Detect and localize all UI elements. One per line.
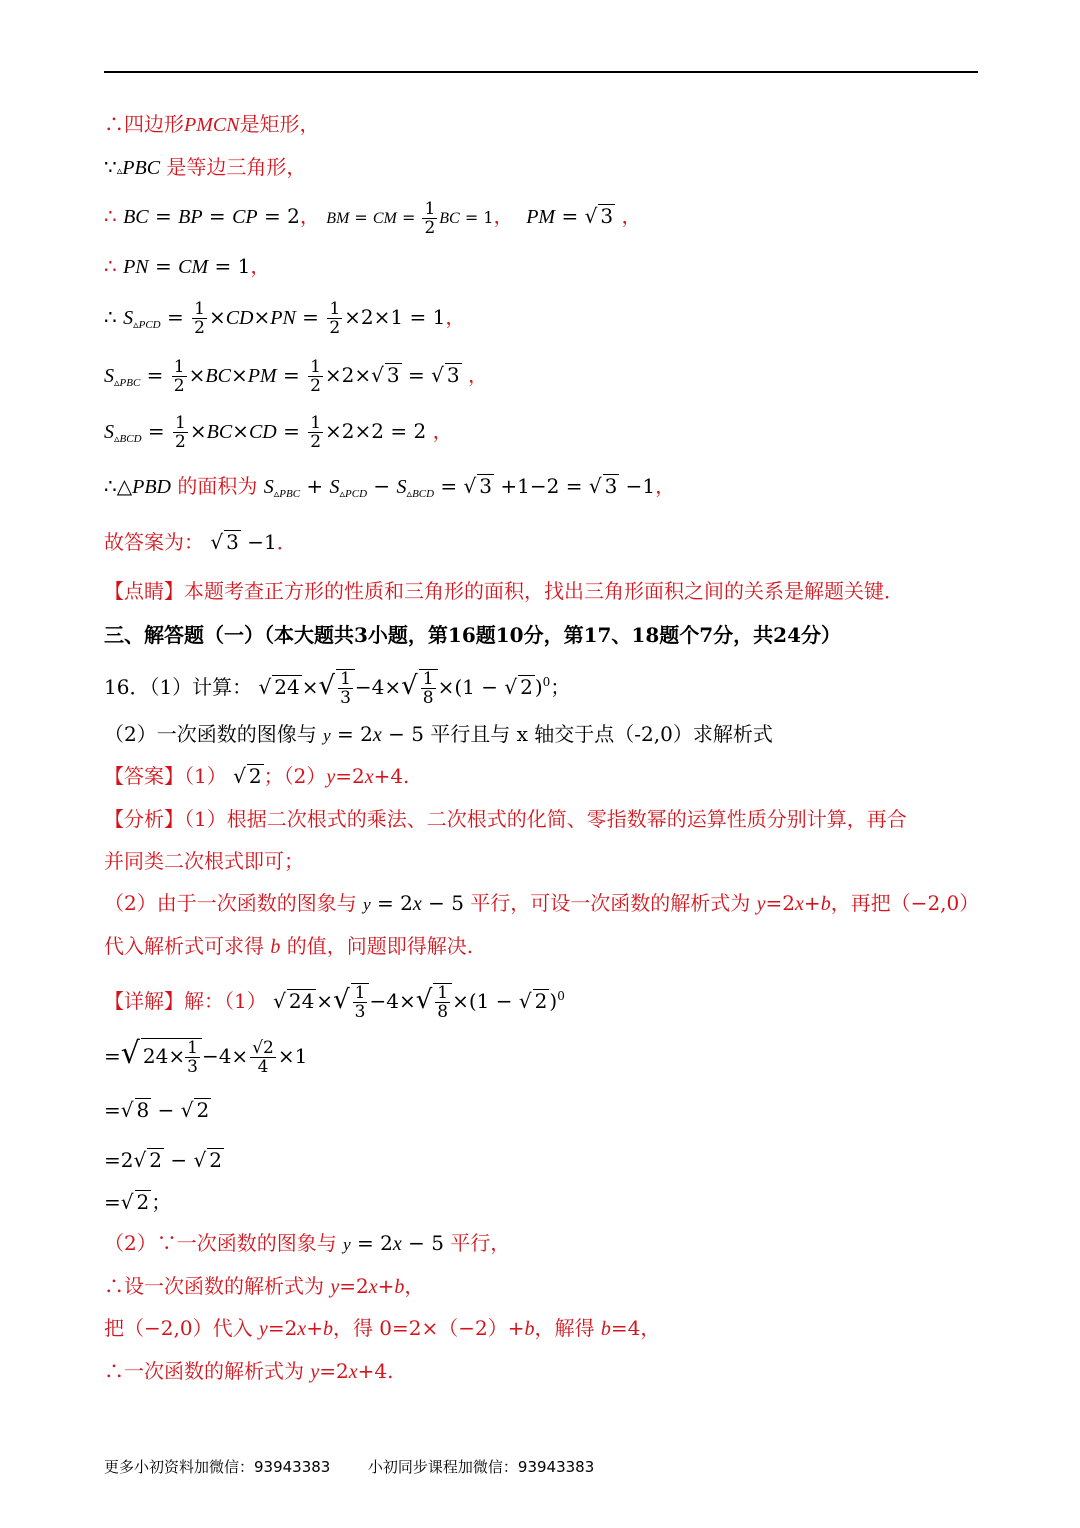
answer-line: 【答案】（1） √ 2 ；（2）y=2x+4. bbox=[104, 764, 410, 788]
header-rule bbox=[104, 71, 978, 73]
detail-line7: ∴设一次函数的解析式为 y=2x+b， bbox=[104, 1274, 425, 1298]
footer-right: 小初同步课程加微信：93943383 bbox=[367, 1458, 595, 1476]
detail-line3: =√ 8 − √ 2 bbox=[104, 1098, 210, 1122]
analysis-line1: 【分析】（1）根据二次根式的乘法、二次根式的化简、零指数幂的运算性质分别计算，再合 bbox=[104, 807, 907, 831]
dianjing-note: 【点睛】本题考查正方形的性质和三角形的面积，找出三角形面积之间的关系是解题关键． bbox=[104, 579, 904, 603]
line-bc-bp: ∴ BC = BP = CP = 2， BM = CM = $\frac{1}{2}$ BC = 1， PM = √ 3 ， bbox=[104, 199, 642, 238]
detail-line1: 【详解】解：（1） √ 24 ×√ $\frac{1}{3}$ −4×√ $\frac{1}{8}$ ×(1 − √ 2 )$^0$ bbox=[104, 983, 565, 1022]
detail-line6: （2）∵一次函数的图象与 y = 2x − 5 平行， bbox=[104, 1231, 511, 1255]
detail-line9: ∴一次函数的解析式为 y=2x+4. bbox=[104, 1359, 394, 1383]
line-pbd-area: ∴△PBD 的面积为 $S_{▵PBC} + S_{▵PCD} - S_{▵BCD}$ = √ 3 +1−2 = √ 3 −1， bbox=[104, 474, 676, 500]
line-rectangle: ∴四边形PMCN是矩形， bbox=[104, 112, 320, 136]
line-s-bcd: $S_{▵BCD}$ = $\frac{1}{2}$ ×BC×CD = $\frac{1}{2}$ ×2×2 = 2 ， bbox=[104, 413, 453, 452]
section-heading: 三、解答题（一）（本大题共3小题，第16题10分，第17、18题个7分，共24分） bbox=[104, 623, 841, 647]
detail-line5: =√ 2 ； bbox=[104, 1190, 172, 1214]
detail-line8: 把（−2,0）代入 y=2x+b，得 0=2×（−2）+b，解得 b=4， bbox=[104, 1316, 661, 1340]
analysis-line3: （2）由于一次函数的图象与 y = 2x − 5 平行，可设一次函数的解析式为 y=2x+b，再把（−2,0） bbox=[104, 891, 980, 915]
footer-left: 更多小初资料加微信：93943383 bbox=[104, 1458, 331, 1476]
line-pn: ∴ PN = CM = 1， bbox=[104, 254, 271, 278]
detail-line2: =√ 24× $\frac{1}{3}$ −4× $\frac{√2}{4}$ ×1 bbox=[104, 1036, 308, 1077]
line-s-pcd: ∴ $S_{▵PCD}$ = $\frac{1}{2}$ ×CD×PN = $\frac{1}{2}$ ×2×1 = 1， bbox=[104, 299, 466, 338]
line-equilateral: ∵▵PBC 是等边三角形， bbox=[104, 155, 307, 179]
analysis-line2: 并同类二次根式即可； bbox=[104, 849, 304, 873]
detail-line4: =2√ 2 − √ 2 bbox=[104, 1148, 222, 1172]
question-16-part2: （2）一次函数的图像与 y = 2x − 5 平行且与 x 轴交于点（-2,0）求解析式 bbox=[104, 722, 773, 746]
line-s-pbc: $S_{▵PBC}$ = $\frac{1}{2}$ ×BC×PM = $\frac{1}{2}$ ×2×√ 3 = √ 3 ， bbox=[104, 357, 488, 396]
line-final-answer: 故答案为： √ 3 −1． bbox=[104, 530, 297, 554]
footer bbox=[104, 1456, 594, 1477]
analysis-line4: 代入解析式可求得 b 的值，问题即得解决. bbox=[104, 934, 474, 958]
question-16-part1: 16．（1）计算： √ 24 ×√ $\frac{1}{3}$ −4×√ $\frac{1}{8}$ ×(1 − √ 2 )$^0$； bbox=[104, 669, 571, 708]
